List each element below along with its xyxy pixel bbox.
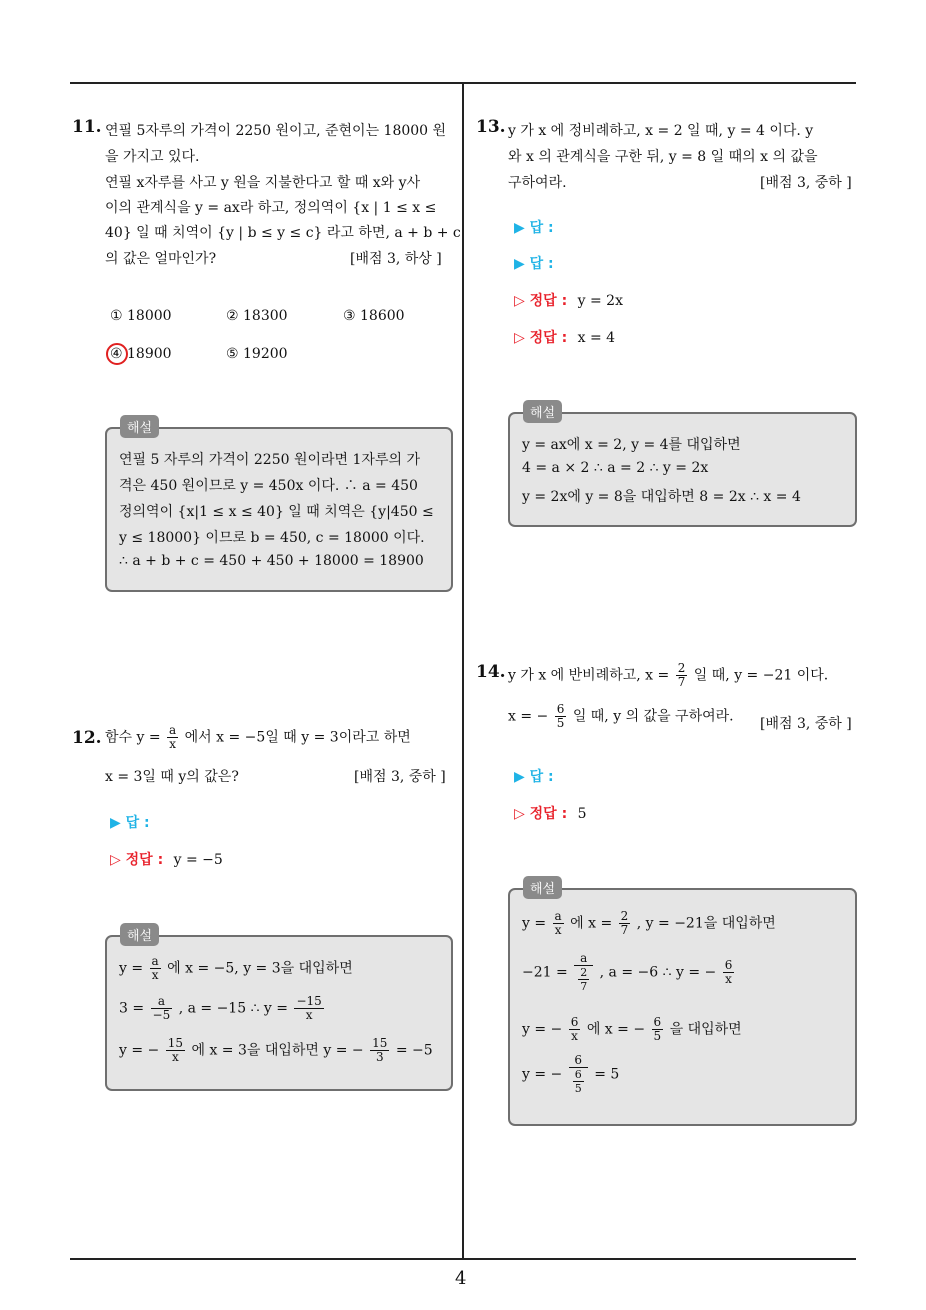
q11-explanation-box: [105, 421, 453, 592]
q12-answer-label: ▶ 답 :: [110, 815, 150, 831]
q12-explain-3: y = − $\frac{15}{x}$ 에 x = 3을 대입하면 y = − $\frac{15}{3}$ = −5: [119, 1036, 433, 1064]
q14-explain-1: y = $\frac{a}{x}$ 에 x = $\frac{2}{7}$ , y = −21을 대입하면: [522, 909, 776, 937]
q13-explain-3: y = 2x에 y = 8을 대입하면 8 = 2x ∴ x = 4: [522, 489, 801, 505]
q12-line-1: 함수 y = $\frac{a}{x}$ 에서 x = −5일 때 y = 3이라고 하면: [105, 723, 411, 751]
q13-explain-1: y = ax에 x = 2, y = 4를 대입하면: [522, 437, 741, 453]
q11-explain-3: 정의역이 {x|1 ≤ x ≤ 40} 일 때 치역은 {y|450 ≤: [119, 504, 434, 520]
q13-line-1: y 가 x 에 정비례하고, x = 2 일 때, y = 4 이다. y: [508, 123, 814, 139]
q12-explain-1: y = $\frac{a}{x}$ 에 x = −5, y = 3을 대입하면: [119, 954, 353, 982]
q11-line-6: 의 값은 얼마인가?: [105, 251, 217, 267]
q12-explanation-tag: 해설: [120, 923, 159, 946]
q13-explanation-tag: 해설: [523, 400, 562, 423]
q12-number: 12.: [72, 728, 102, 748]
q11-explain-1: 연필 5 자루의 가격이 2250 원이라면 1자루의 가: [119, 452, 420, 468]
q12-line-2: x = 3일 때 y의 값은?: [105, 769, 239, 785]
q11-choice-1[interactable]: ① 18000: [110, 308, 172, 324]
q14-answer-label: ▶ 답 :: [514, 769, 554, 785]
q12-frac: $\frac{a}{x}$: [169, 723, 177, 751]
q11-score: [배점 3, 하상 ]: [350, 251, 442, 267]
q14-correct: ▷ 정답 : 5: [514, 806, 587, 822]
q11-line-5: 40} 일 때 치역이 {y | b ≤ y ≤ c} 라고 하면, a + b + c: [105, 225, 461, 241]
column-divider: [462, 84, 464, 1259]
q14-score: [배점 3, 중하 ]: [760, 716, 852, 732]
q13-line-3: 구하여라.: [508, 175, 567, 191]
q11-choice-4[interactable]: ④ 18900: [110, 346, 172, 362]
q12-explanation-box: [105, 929, 453, 1091]
q13-explain-2: 4 = a × 2 ∴ a = 2 ∴ y = 2x: [522, 460, 709, 476]
q14-explain-4: y = − $\frac{6}{\frac{6}{5}}$ = 5: [522, 1053, 620, 1095]
q13-correct-2: ▷ 정답 : x = 4: [514, 330, 616, 346]
bottom-rule: [70, 1258, 856, 1260]
q14-explain-2: −21 = $\frac{a}{\frac{2}{7}}$ , a = −6 ∴ y = − $\frac{6}{x}$: [522, 951, 733, 993]
q11-explain-4: y ≤ 18000} 이므로 b = 450, c = 18000 이다.: [119, 530, 425, 546]
q11-number: 11.: [72, 117, 102, 137]
q11-choice-3[interactable]: ③ 18600: [343, 308, 405, 324]
q14-explain-3: y = − $\frac{6}{x}$ 에 x = − $\frac{6}{5}$ 을 대입하면: [522, 1015, 742, 1043]
selected-answer-circle-icon: [106, 343, 128, 365]
q11-line-1: 연필 5자루의 가격이 2250 원이고, 준현이는 18000 원: [105, 123, 447, 139]
q14-explanation-tag: 해설: [523, 876, 562, 899]
q13-answer-label-2: ▶ 답 :: [514, 256, 554, 272]
q14-line-1: y 가 x 에 반비례하고, x = $\frac{2}{7}$ 일 때, y = −21 이다.: [508, 661, 829, 689]
q13-explanation-box: [508, 406, 857, 527]
q14-line-2: x = − $\frac{6}{5}$ 일 때, y 의 값을 구하여라.: [508, 702, 734, 730]
q13-correct-1: ▷ 정답 : y = 2x: [514, 293, 623, 309]
q11-line-2: 을 가지고 있다.: [105, 149, 200, 165]
q12-score: [배점 3, 중하 ]: [354, 769, 446, 785]
q13-line-2: 와 x 의 관계식을 구한 뒤, y = 8 일 때의 x 의 값을: [508, 149, 818, 165]
q14-explanation-box: [508, 882, 857, 1126]
q11-choice-5[interactable]: ⑤ 19200: [226, 346, 288, 362]
q13-answer-label-1: ▶ 답 :: [514, 220, 554, 236]
q14-number: 14.: [476, 662, 506, 682]
q13-score: [배점 3, 중하 ]: [760, 175, 852, 191]
q11-explanation-tag: 해설: [120, 415, 159, 438]
q12-explain-2: 3 = $\frac{a}{-5}$ , a = −15 ∴ y = $\frac{-15}{x}$: [119, 994, 322, 1022]
q11-line-3: 연필 x자루를 사고 y 원을 지불한다고 할 때 x와 y사: [105, 175, 421, 191]
q11-choice-2[interactable]: ② 18300: [226, 308, 288, 324]
q13-number: 13.: [476, 117, 506, 137]
q11-line-4: 이의 관계식을 y = ax라 하고, 정의역이 {x | 1 ≤ x ≤: [105, 200, 437, 216]
q11-explain-5: ∴ a + b + c = 450 + 450 + 18000 = 18900: [119, 553, 424, 569]
q11-explain-2: 격은 450 원이므로 y = 450x 이다. ∴ a = 450: [119, 478, 418, 494]
q12-correct: ▷ 정답 : y = −5: [110, 852, 223, 868]
page-number: 4: [455, 1268, 467, 1289]
